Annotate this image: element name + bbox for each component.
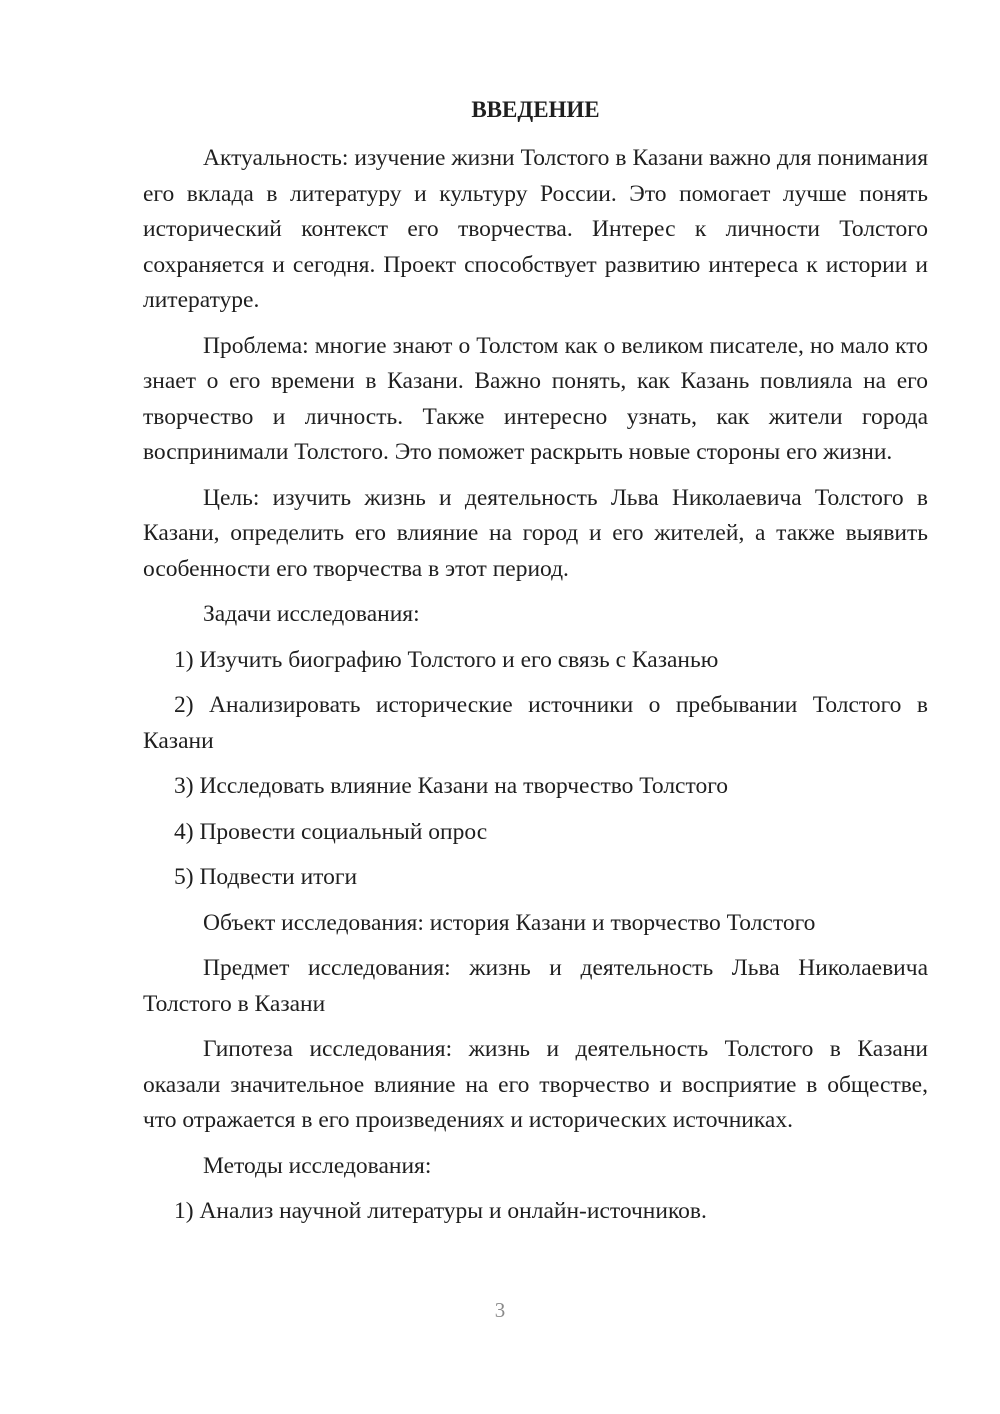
object-paragraph: Объект исследования: история Казани и творчество Толстого <box>203 909 816 936</box>
hypothesis-paragraph: Гипотеза исследования: жизнь и деятельность Толстого в Казани оказали значительное влияние на его творчество и восприятие в обществе, что отражается в его произведениях и исторических источниках. <box>143 1036 928 1133</box>
problem-paragraph: Проблема: многие знают о Толстом как о великом писателе, но мало кто знает о его времени в Казани. Важно понять, как Казань повлияла на его творчество и личность. Также интересно узнать, как жители города воспринимали Толстого. Это поможет раскрыть новые стороны его жизни. <box>143 332 928 465</box>
goal-paragraph: Цель: изучить жизнь и деятельность Льва Николаевича Толстого в Казани, определить его влияние на город и его жителей, а также выявить особенности его творчества в этот период. <box>143 484 928 582</box>
task-item: 2) Анализировать исторические источники о пребывании Толстого в Казани <box>143 692 928 754</box>
relevance-paragraph: Актуальность: изучение жизни Толстого в Казани важно для понимания его вклада в литературу и культуру России. Это помогает лучше понять исторический контекст его творчества. Интерес к личности Толстого сохраняется и сегодня. Проект способствует развитию интереса к истории и литературе. <box>143 145 928 313</box>
methods-heading: Методы исследования: <box>203 1152 432 1179</box>
method-item: 1) Анализ научной литературы и онлайн-источников. <box>174 1198 707 1224</box>
task-item: 5) Подвести итоги <box>174 864 358 890</box>
page-title: ВВЕДЕНИЕ <box>471 97 600 122</box>
page-number: 3 <box>494 1298 506 1322</box>
task-item: 1) Изучить биографию Толстого и его связь с Казанью <box>174 646 719 673</box>
task-item: 3) Исследовать влияние Казани на творчество Толстого <box>174 773 728 799</box>
task-item: 4) Провести социальный опрос <box>174 818 488 845</box>
document-page <box>143 96 928 1240</box>
tasks-heading: Задачи исследования: <box>203 601 420 627</box>
subject-paragraph: Предмет исследования: жизнь и деятельность Льва Николаевича Толстого в Казани <box>143 955 928 1017</box>
